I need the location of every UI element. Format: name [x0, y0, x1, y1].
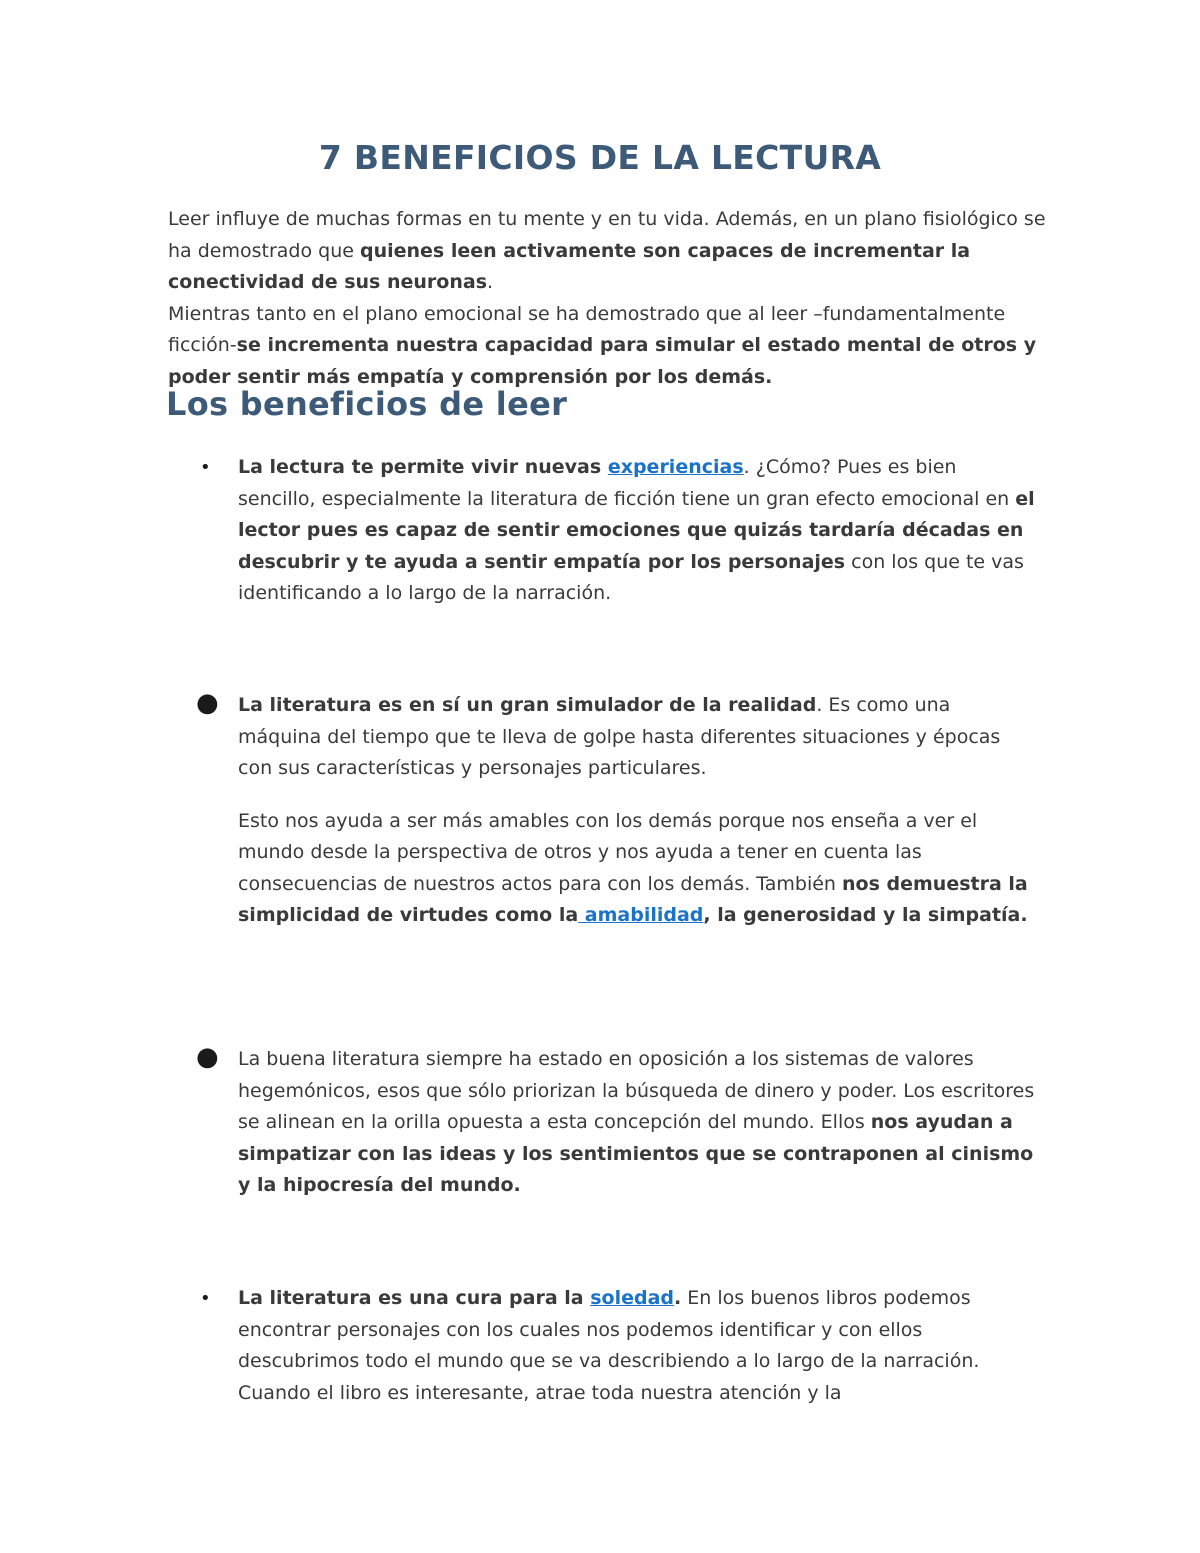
intro-paragraph-1 — [168, 204, 1048, 299]
list-item — [200, 452, 1038, 610]
document-title: 7 BENEFICIOS DE LA LECTURA — [318, 138, 882, 177]
text: Esto nos ayuda a ser más amables con los demás porque nos enseña a ver el mundo desde la perspectiva de otros y nos ayuda a tener en cuenta las consecuencias de nuestros actos para con los demás. También — [238, 809, 978, 895]
bold-text: La literatura es en sí un gran simulador de la realidad — [238, 694, 817, 716]
text: . Es como una máquina del tiempo que te lleva de golpe hasta diferentes situaciones y épocas con sus características y personajes particulares. — [238, 694, 1001, 779]
link-soledad[interactable]: soledad — [590, 1287, 675, 1309]
list-item — [196, 688, 1038, 932]
text: con los que te vas identificando a lo largo de la narración. — [238, 550, 1024, 604]
bullet-icon: • — [200, 1288, 211, 1309]
bold-text: nos ayudan a simpatizar con las ideas y los sentimientos que se contraponen al cinismo y la hipocresía del mundo. — [238, 1111, 1034, 1196]
list-item-text — [238, 806, 1038, 932]
bullet-icon: • — [200, 457, 211, 478]
intro-bold-text: se incrementa nuestra capacidad para simular el estado mental de otros y poder sentir más empatía y comprensión por los demás. — [168, 334, 1037, 388]
intro-section — [168, 204, 1048, 393]
list-item-text — [238, 690, 1038, 785]
text: En los buenos libros podemos encontrar personajes con los cuales nos podemos identificar y con ellos descubrimos todo el mundo que se va describiendo a lo largo de la narración. Cuando el libro es interesante, atrae toda nuestra atención y la — [238, 1287, 980, 1404]
intro-paragraph-2 — [168, 299, 1048, 394]
bold-text: . — [674, 1287, 682, 1309]
section-heading: Los beneficios de leer — [166, 385, 568, 423]
link-amabilidad[interactable]: amabilidad — [578, 904, 704, 926]
intro-text: Leer influye de muchas formas en tu mente y en tu vida. Además, en un plano fisiológico se ha demostrado que — [168, 208, 1046, 262]
bold-text: , la generosidad y la simpatía. — [703, 904, 1028, 926]
text: . ¿Cómo? Pues es bien sencillo, especialmente la literatura de ficción tiene un gran efecto emocional en — [238, 456, 1016, 510]
intro-text: Mientras tanto en el plano emocional se ha demostrado que al leer –fundamentalmente ficción- — [168, 302, 1006, 356]
bold-text: nos demuestra la simplicidad de virtudes como la — [238, 872, 1028, 926]
bold-text: el lector pues es capaz de sentir emociones que quizás tardaría décadas en descubrir y te ayuda a sentir empatía por los personajes — [238, 487, 1035, 573]
bold-text: La literatura es una cura para la — [238, 1287, 591, 1309]
bullet-icon: ● — [196, 688, 219, 718]
list-item-text — [238, 1283, 1038, 1409]
list-item — [200, 1283, 1038, 1409]
bold-text: La lectura te permite vivir nuevas — [238, 456, 608, 478]
intro-text: . — [487, 271, 494, 293]
list-item — [196, 1042, 1038, 1202]
list-item-text — [238, 452, 1038, 610]
list-item-text — [238, 1044, 1038, 1202]
link-experiencias[interactable]: experiencias — [607, 456, 744, 478]
intro-bold-text: quienes leen activamente son capaces de incrementar la conectividad de sus neuronas — [168, 239, 971, 293]
bullet-icon: ● — [196, 1042, 219, 1072]
text: La buena literatura siempre ha estado en oposición a los sistemas de valores hegemónicos, esos que sólo priorizan la búsqueda de dinero y poder. Los escritores se alinean en la orilla opuesta a esta concepción del mundo. Ellos — [238, 1048, 1035, 1133]
